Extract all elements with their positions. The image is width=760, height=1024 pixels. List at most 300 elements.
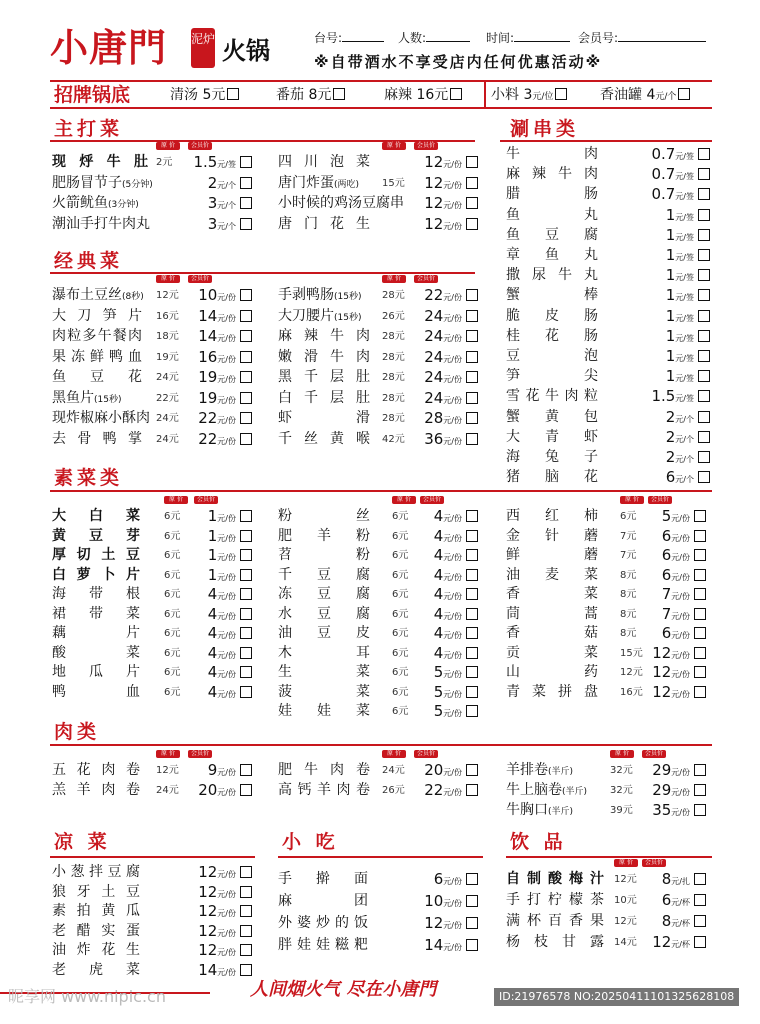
price-unit: 元/份: [443, 180, 462, 190]
order-checkbox[interactable]: [698, 390, 710, 402]
order-checkbox[interactable]: [466, 412, 478, 424]
order-checkbox[interactable]: [450, 88, 462, 100]
menu-item: [52, 882, 262, 902]
table-number-field[interactable]: 台号:: [314, 30, 384, 46]
order-checkbox[interactable]: [240, 608, 252, 620]
price-value: 12: [198, 941, 218, 959]
order-checkbox[interactable]: [694, 666, 706, 678]
orig-price-label: 原 价: [382, 275, 406, 283]
orig-price: 6元: [392, 686, 409, 698]
order-checkbox[interactable]: [466, 433, 478, 445]
soup-base-name: 清汤: [170, 87, 203, 103]
price-unit: 元/杯: [671, 940, 690, 949]
item-name: [278, 285, 370, 307]
orig-price: 6元: [164, 628, 181, 639]
order-checkbox[interactable]: [694, 569, 706, 581]
price-value: 12: [424, 153, 444, 171]
order-checkbox[interactable]: [240, 627, 252, 639]
menu-item: [52, 584, 262, 604]
section-title-zhuda: 主打菜: [54, 118, 124, 140]
order-checkbox[interactable]: [466, 530, 478, 542]
orig-price: 18元: [156, 331, 179, 342]
order-checkbox[interactable]: [240, 310, 252, 322]
menu-item: [506, 326, 716, 346]
orig-price: 8元: [620, 608, 637, 620]
item-name: [278, 701, 370, 721]
time-field[interactable]: 时间:: [486, 30, 570, 46]
price-value: 28: [424, 409, 444, 427]
price-value: 4: [207, 663, 218, 681]
order-checkbox[interactable]: [240, 866, 252, 878]
menu-item: [278, 526, 488, 546]
price-unit: 元/份: [217, 870, 236, 879]
order-checkbox[interactable]: [466, 895, 478, 907]
order-checkbox[interactable]: [466, 588, 478, 600]
menu-item: [506, 526, 716, 546]
price-value: 3: [207, 214, 218, 233]
price-value: 24: [424, 368, 444, 386]
price-unit: 元/份: [443, 921, 462, 930]
price-unit: 元/份: [217, 436, 236, 446]
menu-item: [52, 306, 262, 326]
menu-item: [52, 152, 262, 172]
orig-price-label: 原 价: [156, 750, 180, 758]
order-checkbox[interactable]: [698, 229, 710, 241]
order-checkbox[interactable]: [466, 218, 478, 230]
orig-price: 16元: [156, 310, 179, 322]
price-value: 4: [433, 526, 444, 545]
item-name: [278, 506, 370, 526]
item-name-text: 手剥鸭肠: [278, 287, 334, 303]
price-unit: 元/份: [217, 416, 236, 425]
price-value: 2: [665, 448, 676, 466]
order-checkbox[interactable]: [466, 510, 478, 522]
item-name-text: 老醋实蛋: [52, 922, 140, 939]
orig-price: 24元: [382, 765, 405, 776]
extra-item: [491, 85, 567, 107]
price-value: 6: [433, 870, 444, 888]
item-name-text: 老虎菜: [52, 961, 140, 978]
order-checkbox[interactable]: [694, 873, 706, 885]
menu-item: [506, 760, 716, 780]
order-checkbox[interactable]: [240, 156, 252, 168]
menu-item: [278, 869, 488, 889]
orig-price: 6元: [164, 647, 181, 659]
price-unit: 元/个: [675, 414, 694, 424]
orig-price-label: 原 价: [620, 496, 644, 504]
item-name: [278, 526, 370, 546]
item-name-text: 冻豆腐: [278, 586, 370, 602]
price-value: 6: [661, 526, 672, 545]
price-value: 2: [207, 173, 218, 192]
menu-item: [52, 682, 262, 702]
item-name: [52, 565, 140, 585]
item-name: [278, 214, 370, 234]
item-name-text: 潮汕手打牛肉丸: [52, 215, 150, 232]
menu-item: [278, 388, 488, 408]
price-unit: 元/份: [443, 943, 462, 952]
orig-price-label: 原 价: [156, 275, 180, 283]
order-checkbox[interactable]: [466, 392, 478, 404]
order-checkbox[interactable]: [698, 269, 710, 281]
price-value: 19: [198, 368, 218, 386]
order-checkbox[interactable]: [698, 471, 710, 483]
price-unit: 元/份: [443, 160, 462, 169]
price-value: 14: [198, 327, 218, 345]
item-name-text: 地瓜片: [52, 664, 140, 680]
item-name: [52, 623, 140, 643]
price-value: 0.7: [651, 185, 676, 204]
item-name-text: 肉粒多午餐肉: [52, 328, 142, 344]
order-checkbox[interactable]: [466, 705, 478, 717]
member-price: [398, 891, 462, 914]
price-value: 7: [661, 585, 672, 603]
orig-price: 22元: [156, 392, 179, 404]
price-unit: 元/份: [217, 395, 236, 405]
order-checkbox[interactable]: [240, 330, 252, 342]
item-name-text: 黄豆芽: [52, 527, 140, 544]
order-checkbox[interactable]: [240, 289, 252, 301]
order-checkbox[interactable]: [694, 530, 706, 542]
item-name: [506, 526, 598, 546]
item-name: [52, 367, 142, 387]
order-checkbox[interactable]: [694, 510, 706, 522]
order-checkbox[interactable]: [466, 197, 478, 209]
member-number-field[interactable]: 会员号:: [578, 30, 706, 46]
order-checkbox[interactable]: [240, 218, 252, 230]
order-checkbox[interactable]: [240, 392, 252, 404]
item-name: [278, 347, 370, 367]
order-checkbox[interactable]: [694, 784, 706, 796]
menu-item: [278, 604, 488, 624]
menu-item: [278, 565, 488, 585]
menu-item: [506, 386, 716, 406]
order-checkbox[interactable]: [466, 177, 478, 189]
price-unit: 元/份: [443, 293, 462, 302]
menu-item: [278, 408, 488, 428]
orig-price: 8元: [620, 589, 637, 600]
order-checkbox[interactable]: [240, 351, 252, 363]
item-name: [506, 184, 598, 204]
menu-item: [506, 205, 716, 225]
order-checkbox[interactable]: [240, 686, 252, 698]
price-value: 24: [424, 306, 444, 325]
order-checkbox[interactable]: [694, 936, 706, 948]
item-name-text: 小时候的鸡汤豆腐串: [278, 195, 404, 211]
order-checkbox[interactable]: [227, 88, 239, 100]
item-name: [506, 144, 598, 164]
item-name-text: 去骨鸭掌: [52, 430, 142, 447]
item-name: [506, 205, 598, 225]
order-checkbox[interactable]: [698, 168, 710, 180]
order-checkbox[interactable]: [240, 925, 252, 937]
order-checkbox[interactable]: [240, 510, 252, 522]
menu-item: [278, 682, 488, 702]
order-checkbox[interactable]: [466, 569, 478, 581]
menu-item: [278, 214, 488, 234]
order-checkbox[interactable]: [698, 370, 710, 382]
orig-price: 6元: [164, 511, 181, 522]
item-name: [52, 506, 140, 526]
member-price-label: 会员价: [642, 859, 666, 867]
order-checkbox[interactable]: [240, 944, 252, 956]
price-value: 12: [652, 933, 672, 951]
order-checkbox[interactable]: [698, 310, 710, 322]
price-value: 1.5: [651, 387, 676, 406]
item-name: [278, 367, 370, 387]
order-checkbox[interactable]: [555, 88, 567, 100]
order-checkbox[interactable]: [240, 886, 252, 898]
item-name-text: 牛肉: [506, 146, 598, 162]
price-unit: 元/签: [675, 253, 694, 262]
order-checkbox[interactable]: [698, 431, 710, 443]
price-unit: 元/份: [217, 354, 236, 364]
price-value: 20: [424, 761, 444, 779]
order-checkbox[interactable]: [240, 666, 252, 678]
order-checkbox[interactable]: [333, 88, 345, 100]
order-checkbox[interactable]: [694, 647, 706, 659]
order-checkbox[interactable]: [466, 686, 478, 698]
orig-price: 6元: [620, 511, 637, 522]
price-value: 12: [424, 173, 444, 192]
item-name: [506, 932, 604, 952]
orig-price: 6元: [392, 628, 409, 639]
item-name: [278, 682, 370, 702]
item-name-text: 白千层肚: [278, 389, 370, 406]
item-name: [52, 526, 140, 546]
item-name: [278, 152, 370, 172]
price-value: 12: [198, 882, 218, 901]
order-checkbox[interactable]: [694, 549, 706, 561]
order-checkbox[interactable]: [240, 412, 252, 424]
order-checkbox[interactable]: [466, 917, 478, 929]
menu-item: [52, 623, 262, 643]
item-name: [52, 662, 140, 682]
order-checkbox[interactable]: [466, 310, 478, 322]
menu-item: [506, 911, 716, 931]
price-value: 24: [424, 327, 444, 345]
item-name: [278, 565, 370, 585]
order-checkbox[interactable]: [466, 939, 478, 951]
order-checkbox[interactable]: [466, 784, 478, 796]
price-unit: 元/份: [443, 592, 462, 601]
order-checkbox[interactable]: [240, 647, 252, 659]
order-checkbox[interactable]: [698, 330, 710, 342]
member-price: [626, 911, 690, 934]
soup-base-item: [276, 85, 345, 105]
orig-price: 28元: [382, 290, 405, 301]
price-unit: 元/签: [675, 394, 694, 404]
order-checkbox[interactable]: [698, 289, 710, 301]
menu-item: [278, 935, 488, 955]
price-value: 4: [207, 682, 218, 701]
price-unit: 元/签: [675, 273, 694, 283]
menu-item: [278, 701, 488, 721]
order-checkbox[interactable]: [466, 764, 478, 776]
menu-item: [278, 367, 488, 387]
item-name-text: 羊排卷: [506, 762, 548, 778]
order-checkbox[interactable]: [698, 148, 710, 160]
price-value: 1: [207, 546, 218, 564]
soup-base-price: 8元: [308, 87, 332, 103]
menu-item: [506, 584, 716, 604]
order-checkbox[interactable]: [694, 627, 706, 639]
price-value: 4: [433, 643, 444, 662]
item-name: [506, 545, 598, 565]
item-name-text: 腊肠: [506, 186, 598, 203]
order-checkbox[interactable]: [240, 588, 252, 600]
order-checkbox[interactable]: [694, 764, 706, 776]
notice: ※自带酒水不享受店内任何优惠活动※: [314, 53, 603, 71]
item-name-text: 桂花肠: [506, 327, 598, 344]
item-name: [52, 643, 140, 663]
order-checkbox[interactable]: [678, 88, 690, 100]
orig-price: 6元: [392, 589, 409, 600]
item-name-text: 唐门炸蛋: [278, 174, 334, 191]
member-price: [398, 780, 462, 803]
order-checkbox[interactable]: [466, 608, 478, 620]
orig-price: 7元: [620, 550, 637, 561]
order-checkbox[interactable]: [466, 647, 478, 659]
order-checkbox[interactable]: [240, 964, 252, 976]
item-name-text: 贡菜: [506, 644, 598, 661]
order-checkbox[interactable]: [466, 156, 478, 168]
price-value: 12: [424, 214, 444, 233]
item-note: (半斤): [562, 787, 588, 797]
guest-count-field[interactable]: 人数:: [398, 30, 470, 46]
item-name: [278, 173, 370, 195]
menu-item: [506, 890, 716, 910]
price-unit: 元/份: [443, 416, 462, 425]
member-price: [626, 932, 690, 955]
item-name-text: 小葱拌豆腐: [52, 864, 140, 880]
menu-item: [506, 623, 716, 643]
orig-price: 39元: [610, 805, 633, 816]
order-checkbox[interactable]: [694, 915, 706, 927]
item-name-text: 手打柠檬茶: [506, 892, 604, 908]
price-value: 22: [424, 286, 444, 304]
price-unit: 元/份: [443, 201, 462, 210]
orig-price-label: 原 价: [392, 496, 416, 504]
order-checkbox[interactable]: [466, 549, 478, 561]
order-checkbox[interactable]: [466, 666, 478, 678]
order-checkbox[interactable]: [466, 371, 478, 383]
order-checkbox[interactable]: [694, 804, 706, 816]
price-value: 16: [198, 347, 218, 366]
order-checkbox[interactable]: [240, 569, 252, 581]
item-name: [278, 869, 368, 889]
order-checkbox[interactable]: [240, 530, 252, 542]
price-unit: 元/签: [217, 160, 236, 169]
order-checkbox[interactable]: [694, 608, 706, 620]
price-unit: 元/份: [217, 631, 236, 640]
order-checkbox[interactable]: [240, 784, 252, 796]
member-price: [398, 913, 462, 936]
item-name: [278, 913, 368, 933]
price-unit: 元/份: [671, 788, 690, 797]
section-title-yinpin: 饮 品: [510, 831, 567, 853]
order-checkbox[interactable]: [698, 249, 710, 261]
order-checkbox[interactable]: [466, 330, 478, 342]
order-checkbox[interactable]: [466, 289, 478, 301]
item-name-text: 千丝黄喉: [278, 430, 370, 447]
price-value: 14: [198, 306, 218, 325]
order-checkbox[interactable]: [240, 549, 252, 561]
price-unit: 元/份: [443, 877, 462, 886]
item-name: [52, 408, 150, 428]
item-note: (15秒): [334, 312, 362, 323]
order-checkbox[interactable]: [698, 209, 710, 221]
item-name: [506, 265, 598, 285]
member-price: [398, 429, 462, 452]
order-checkbox[interactable]: [466, 873, 478, 885]
order-checkbox[interactable]: [694, 894, 706, 906]
price-unit: 元/份: [443, 334, 462, 343]
item-name: [278, 623, 370, 643]
item-name: [506, 506, 598, 526]
member-price: [398, 214, 462, 237]
orig-price: 6元: [392, 569, 409, 581]
item-name: [52, 545, 140, 565]
order-checkbox[interactable]: [466, 351, 478, 363]
order-checkbox[interactable]: [240, 177, 252, 189]
item-name: [506, 225, 598, 245]
order-checkbox[interactable]: [698, 411, 710, 423]
order-checkbox[interactable]: [698, 188, 710, 200]
price-unit: 元/份: [671, 631, 690, 640]
price-unit: 元/份: [217, 788, 236, 797]
price-unit: 元/签: [675, 172, 694, 182]
order-checkbox[interactable]: [240, 764, 252, 776]
menu-item: [52, 565, 262, 585]
item-name-text: 羔羊肉卷: [52, 782, 140, 798]
price-value: 5: [661, 507, 672, 525]
orig-price: 10元: [614, 895, 637, 906]
order-checkbox[interactable]: [240, 371, 252, 383]
price-unit: 元/签: [675, 293, 694, 303]
section-title-jingdian: 经典菜: [54, 250, 124, 272]
price-value: 1: [207, 526, 218, 545]
price-unit: 元/份: [443, 611, 462, 621]
orig-price: 28元: [382, 392, 405, 404]
item-name: [506, 366, 598, 386]
order-checkbox[interactable]: [240, 905, 252, 917]
price-unit: 元/份: [217, 611, 236, 621]
price-value: 4: [207, 604, 218, 623]
price-value: 10: [198, 286, 218, 304]
order-checkbox[interactable]: [698, 451, 710, 463]
price-value: 4: [433, 585, 444, 603]
item-name-text: 菠菜: [278, 683, 370, 700]
order-checkbox[interactable]: [694, 588, 706, 600]
orig-price: 28元: [382, 372, 405, 383]
orig-price: 28元: [382, 331, 405, 342]
order-checkbox[interactable]: [466, 627, 478, 639]
order-checkbox[interactable]: [240, 433, 252, 445]
price-value: 7: [661, 604, 672, 623]
item-name: [506, 584, 598, 604]
item-name-text: 黑千层肚: [278, 369, 370, 385]
item-name: [278, 891, 368, 911]
order-checkbox[interactable]: [240, 197, 252, 209]
order-checkbox[interactable]: [694, 686, 706, 698]
orig-price: 14元: [614, 937, 637, 948]
price-unit: 元/份: [443, 221, 462, 231]
menu-item: [52, 193, 262, 213]
price-value: 22: [424, 781, 444, 799]
order-checkbox[interactable]: [698, 350, 710, 362]
menu-item: [506, 869, 716, 889]
